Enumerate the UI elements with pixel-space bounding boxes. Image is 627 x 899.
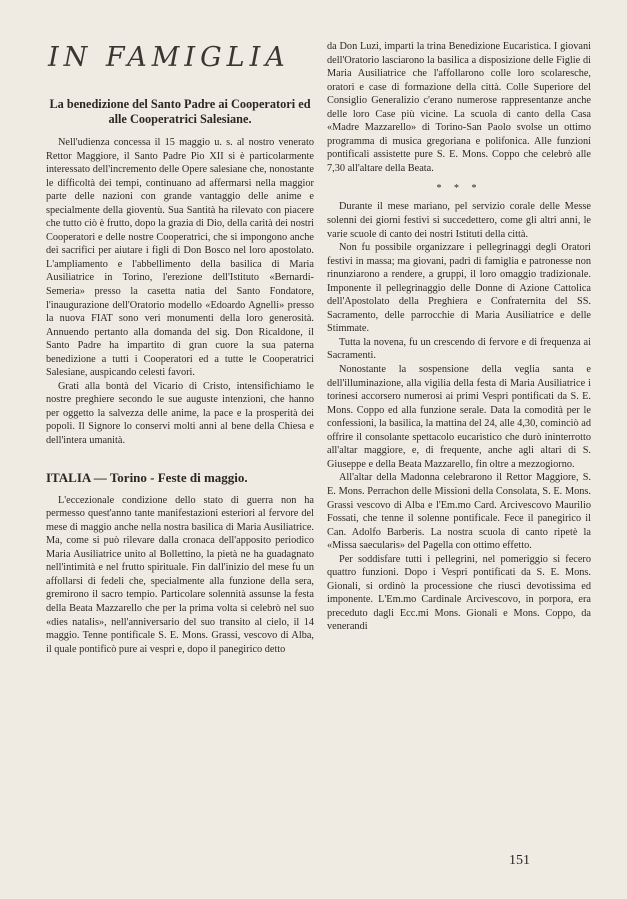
paragraph: All'altar della Madonna celebrarono il Rettor Maggiore, S. E. Mons. Perrachon delle Missioni della Consolata, S. E. Mons. Grassi vescovo di Alba e l'Em.mo Card. Arcivescovo Maurilio Fossati, che tenne il solenne pontificale. Fece il panegirico il Can. Adolfo Barberis. La nostra scuola di canto ripetè la «Missa saecularis» del Pagella con ottimo effetto. — [327, 472, 591, 552]
paragraph: Durante il mese mariano, pel servizio corale delle Messe solenni dei giorni festivi si succedettero, come gli altri anni, le varie scuole di canto dei nostri Istituti della città. — [327, 201, 591, 240]
paragraph: Grati alla bontà del Vicario di Cristo, intensifichiamo le nostre preghiere secondo le sue auguste intenzioni, che hanno per oggetto la salvezza delle anime, la pace e la prosperità dei popoli. Il Signore lo conservi molti anni al bene della Chiesa e dell'intera umanità. — [46, 380, 314, 447]
page-title: IN FAMIGLIA — [48, 42, 290, 73]
paragraph: Nell'udienza concessa il 15 maggio u. s. al nostro venerato Rettor Maggiore, il Santo Padre Pio XII si è particolarmente interessato dell'incremento delle Opere salesiane che, nonostante le difficoltà dei tempi, continuano ad affermarsi nella maggior parte delle nazioni con grande vantaggio delle anime e specialmente della gioventù. Sua Santità ha rilevato con piacere che tutto ciò è frutto, dopo la grazia di Dio, della carità dei nostri Cooperatori e delle nostre Cooperatrici, che si impongono anche dei sacrifici per aiutare i figli di Don Bosco nel loro apostolato. L'ampliamento e l'abbellimento della basilica di Maria Ausiliatrice in Torino, l'erezione dell'Istituto «Bernardi-Semeria» presso la casetta natia del Santo Fondatore, l'inaugurazione dell'Oratorio modello «Edoardo Agnelli» presso la nuova FIAT sono veri monumenti della loro generosità. Annuendo pertanto alla domanda del sig. Don Ricaldone, il Santo Padre ha impartito di gran cuore la sua paterna benedizione a tutti i Cooperatori ed a tutte le Cooperatrici Salesiane, auspicando celesti favori. — [46, 137, 314, 379]
article-heading-blessing: La benedizione del Santo Padre ai Cooperatori ed alle Cooperatrici Salesiane. — [49, 97, 311, 126]
page-number: 151 — [509, 853, 530, 868]
left-column — [46, 38, 314, 656]
right-column — [327, 40, 591, 634]
paragraph: Per soddisfare tutti i pellegrini, nel pomeriggio si fecero quattro funzioni. Dopo i Vespri pontificati da S. E. Mons. Gionali, si ordinò la processione che riuscì devotissima ed imponente. L'Em.mo Cardinale Arcivescovo, in porpora, era preceduto dagli Ecc.mi Mons. Gionali e Mons. Coppo, da venerandi — [327, 553, 591, 633]
section-separator: * * * — [436, 183, 482, 195]
paragraph: Non fu possibile organizzare i pellegrinaggi degli Oratori festivi in massa; ma giovani, padri di famiglia e patronesse non rinunziarono a rendere, a gruppi, il loro omaggio tradizionale. Imponente il pellegrinaggio delle Donne di Azione Cattolica dell'Apostolato della Preghiera e Confraternita del SS. Sacramento, delle parrocchie di Maria Ausiliatrice e delle Stimmate. — [327, 242, 591, 335]
section-heading-torino: ITALIA — Torino - Feste di maggio. — [46, 469, 248, 485]
paragraph: da Don Luzi, impartì la trina Benedizione Eucaristica. I giovani dell'Oratorio lasciarono la basilica a disposizione delle Figlie di Maria Ausiliatrice che l'affollarono colle loro scolaresche, oratori e case di formazione della città. Colle Superiore del Consiglio Generalizio c'erano numerose rappresentanze anche delle loro Case più vicine. La scuola di canto della Casa «Madre Mazzarello» di Torino-San Paolo svolse un ottimo programma di musica gregoriana e polifonica. Alle funzioni pontificali assistette pure S. E. Mons. Coppo che celebrò alle 7,30 all'altare della Beata. — [327, 41, 591, 174]
paragraph: Nonostante la sospensione della veglia santa e dell'illuminazione, alla vigilia della festa di Maria Ausiliatrice i torinesi accorsero numerosi ai primi Vespri pontificati da S. E. Mons. Coppo ed alla funzione serale. Data la comodità per le confessioni, la basilica, la mattina del 24, alle 4,30, cominciò ad offrire il consolante spettacolo eucaristico che durò ininterrotto all'altar maggiore, e, di frequente, anche agli altari di S. Giuseppe e della Beata Mazzarello, fin oltre a mezzogiorno. — [327, 364, 591, 470]
paragraph: Tutta la novena, fu un crescendo di fervore e di frequenza ai Sacramenti. — [327, 336, 591, 362]
paragraph: L'eccezionale condizione dello stato di guerra non ha permesso quest'anno tante manifestazioni esteriori al fervore del mese di maggio anche nella nostra basilica di Maria Ausiliatrice. Ma, come si può rilevare dalla cronaca dell'apposito periodico Maria Ausiliatrice unito al Bollettino, la pietà ne ha guadagnato nell'intimità e nel frutto spirituale. Fin dall'inizio del mese fu un affollarsi di fedeli che, specialmente alla funzione della sera, gremirono il sacro tempio. Particolare solennità assunse la festa della Beata Mazzarello che per la prima volta si celebrò nel suo «dies natalis», nell'anniversario del suo transito al cielo, il 14 maggio. Tenne pontificale S. E. Mons. Grassi, vescovo di Alba, il quale pontificò pure ai vespri e, dopo il panegirico detto — [46, 494, 314, 655]
